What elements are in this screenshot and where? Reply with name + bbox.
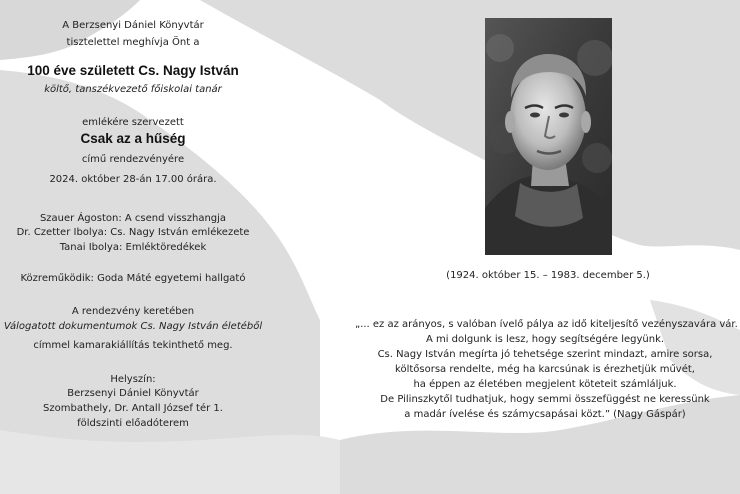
quote-line: a madár ívelése és számycsapásai közt.” (Nagy Gáspár) bbox=[404, 409, 686, 420]
quote-line: „... ez az arányos, s valóban ívelő pálya az idő kiteljesítő vezényszavára vár. bbox=[355, 319, 738, 330]
quote-line: ha éppen az életében megjelent köteteit számláljuk. bbox=[413, 379, 677, 390]
event-datetime: 2024. október 28-án 17.00 órára. bbox=[49, 174, 217, 185]
program-item: Szauer Ágoston: A csend visszhangja bbox=[39, 213, 227, 224]
invitation-line-event: című rendezvényére bbox=[81, 154, 185, 165]
venue-line: földszinti előadóterem bbox=[77, 418, 189, 429]
exhibition-intro: A rendezvény keretében bbox=[71, 306, 195, 317]
invitation-line-memory: emlékére szervezett bbox=[82, 117, 184, 128]
exhibition-outro: címmel kamarakiállítás tekinthető meg. bbox=[33, 340, 233, 351]
quote-line: költősorsa rendelte, még ha karcsúnak is érezhetjük művét, bbox=[395, 364, 695, 375]
program-item: Dr. Czetter Ibolya: Cs. Nagy István emlékezete bbox=[16, 227, 250, 238]
portrait-photo bbox=[485, 18, 612, 255]
quote-line: De Pilinszkytől tudhatjuk, hogy semmi összefüggést ne keressünk bbox=[380, 394, 710, 405]
quote-line: A mi dolgunk is lesz, hogy segítségére legyünk. bbox=[425, 334, 665, 345]
venue-label: Helyszín: bbox=[110, 374, 156, 385]
event-title: Csak az a hűség bbox=[80, 131, 186, 146]
venue-line: Berzsenyi Dániel Könyvtár bbox=[67, 388, 199, 399]
invitation-line-invite: tisztelettel meghívja Önt a bbox=[66, 37, 200, 48]
exhibition-title: Válogatott dokumentumok Cs. Nagy István életéből bbox=[3, 321, 263, 332]
photo-caption: (1924. október 15. – 1983. december 5.) bbox=[446, 270, 650, 281]
invitation-subtitle: költő, tanszékvezető főiskolai tanár bbox=[44, 84, 222, 95]
venue-line: Szombathely, Dr. Antall József tér 1. bbox=[43, 403, 223, 414]
contributor: Közreműködik: Goda Máté egyetemi hallgató bbox=[20, 273, 246, 284]
invitation-title: 100 éve született Cs. Nagy István bbox=[27, 63, 239, 78]
invitation-line-host: A Berzsenyi Dániel Könyvtár bbox=[62, 20, 204, 31]
program-item: Tanai Ibolya: Emléktöredékek bbox=[59, 242, 207, 253]
quote-line: Cs. Nagy István megírta jó tehetsége szerint mindazt, amire sorsa, bbox=[377, 349, 713, 360]
